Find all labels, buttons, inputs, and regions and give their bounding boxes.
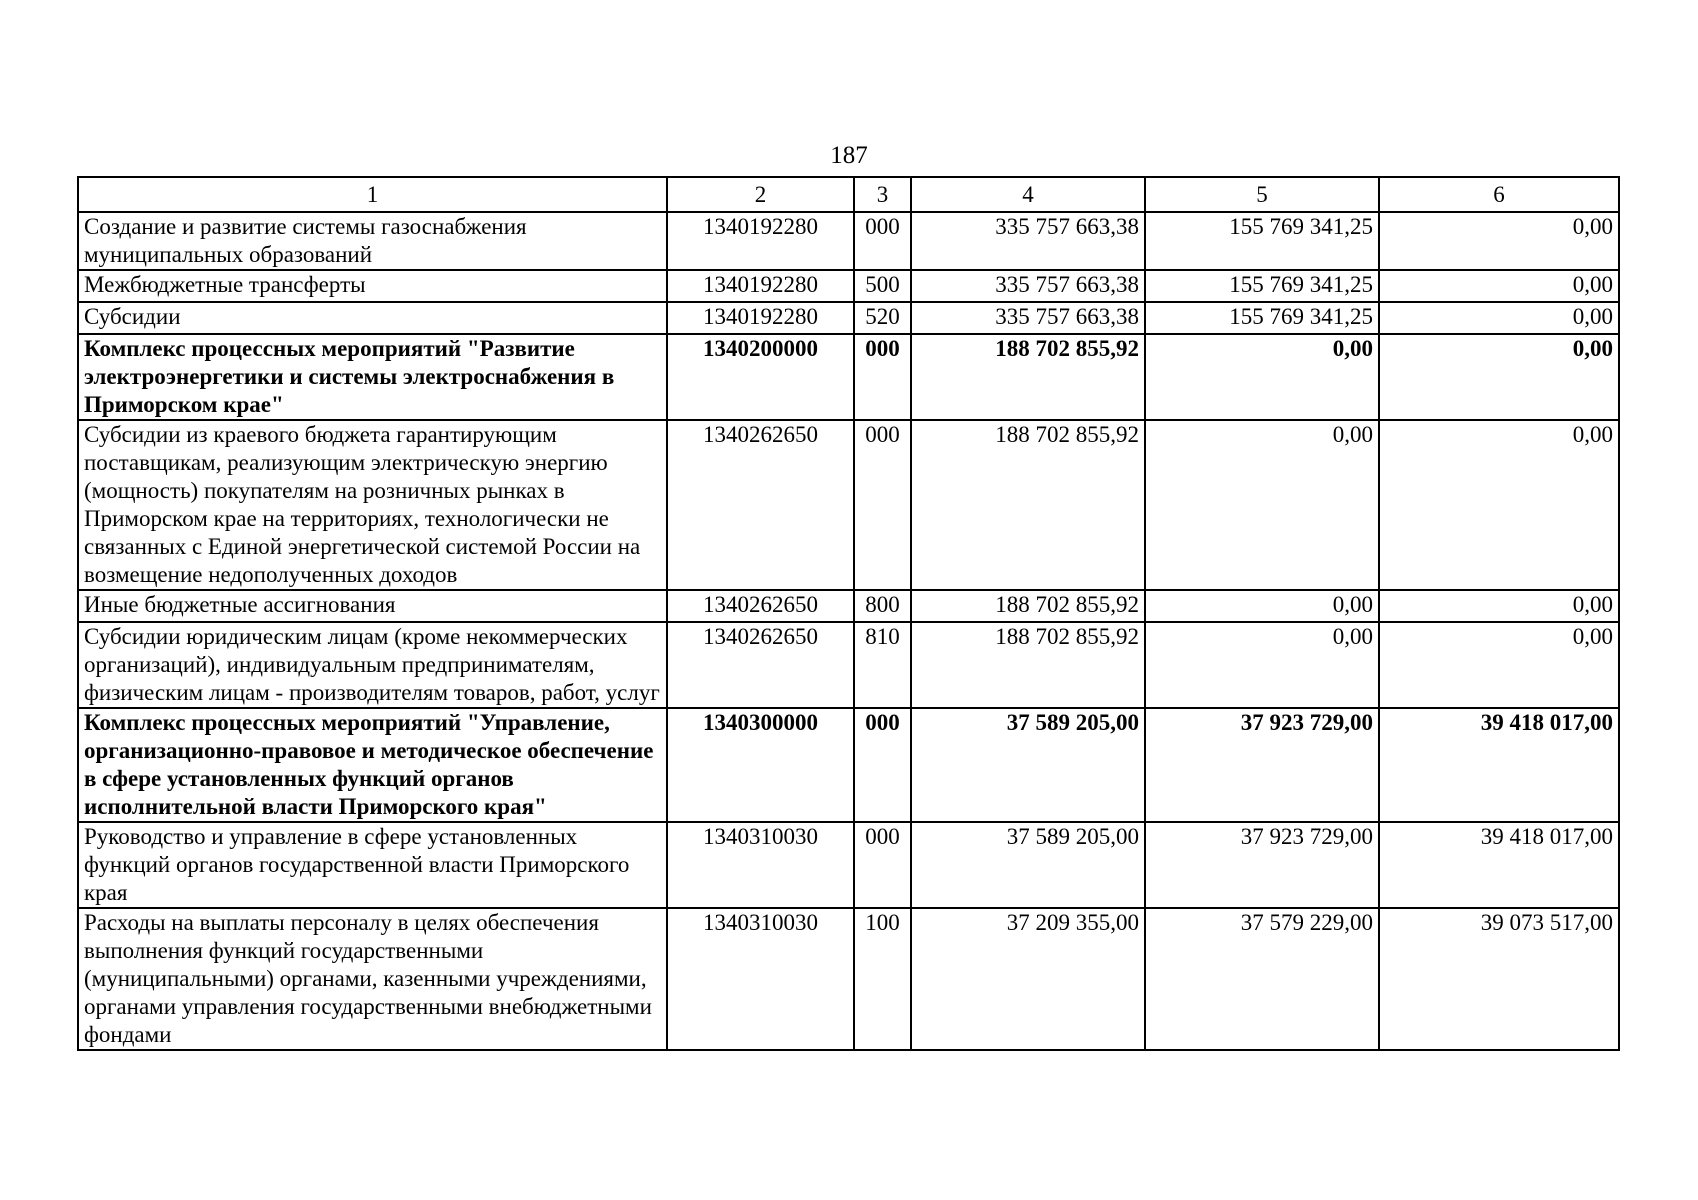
header-col-6: 6	[1379, 177, 1619, 212]
row-value-6: 0,00	[1379, 212, 1619, 270]
row-kvr: 000	[854, 420, 911, 590]
row-value-6: 0,00	[1379, 590, 1619, 622]
row-kvr: 100	[854, 908, 911, 1050]
row-code: 1340310030	[667, 908, 854, 1050]
row-kvr: 000	[854, 212, 911, 270]
row-value-4: 188 702 855,92	[911, 334, 1145, 420]
row-value-4: 188 702 855,92	[911, 622, 1145, 708]
row-value-5: 155 769 341,25	[1145, 270, 1379, 302]
row-code: 1340262650	[667, 590, 854, 622]
row-code: 1340262650	[667, 622, 854, 708]
row-code: 1340192280	[667, 302, 854, 334]
row-code: 1340192280	[667, 270, 854, 302]
table-row	[78, 908, 1619, 1050]
row-value-5: 37 923 729,00	[1145, 822, 1379, 908]
row-value-6: 39 418 017,00	[1379, 822, 1619, 908]
table-row	[78, 270, 1619, 302]
row-value-4: 188 702 855,92	[911, 590, 1145, 622]
header-col-4: 4	[911, 177, 1145, 212]
header-col-1: 1	[78, 177, 667, 212]
row-value-6: 0,00	[1379, 270, 1619, 302]
page-number: 187	[830, 142, 868, 169]
row-value-6: 39 418 017,00	[1379, 708, 1619, 822]
header-col-3: 3	[854, 177, 911, 212]
table-row	[78, 420, 1619, 590]
row-name: Комплекс процессных мероприятий "Управление, организационно-правовое и методическое обеспечение в сфере установленных функций органов исполнительной власти Приморского края"	[78, 708, 667, 822]
row-kvr: 800	[854, 590, 911, 622]
row-value-4: 335 757 663,38	[911, 270, 1145, 302]
row-code: 1340262650	[667, 420, 854, 590]
row-value-4: 335 757 663,38	[911, 302, 1145, 334]
table-row	[78, 212, 1619, 270]
row-value-4: 188 702 855,92	[911, 420, 1145, 590]
row-name: Расходы на выплаты персоналу в целях обеспечения выполнения функций государственными (муниципальными) органами, казенными учреждениями, органами управления государственными внебюджетными фондами	[78, 908, 667, 1050]
row-value-5: 0,00	[1145, 334, 1379, 420]
table-row	[78, 302, 1619, 334]
row-code: 1340310030	[667, 822, 854, 908]
row-kvr: 520	[854, 302, 911, 334]
header-col-2: 2	[667, 177, 854, 212]
row-value-5: 0,00	[1145, 622, 1379, 708]
row-value-5: 37 923 729,00	[1145, 708, 1379, 822]
row-value-5: 0,00	[1145, 420, 1379, 590]
table-row	[78, 708, 1619, 822]
row-value-4: 37 589 205,00	[911, 822, 1145, 908]
row-value-5: 155 769 341,25	[1145, 302, 1379, 334]
row-value-6: 0,00	[1379, 334, 1619, 420]
row-value-4: 335 757 663,38	[911, 212, 1145, 270]
row-value-5: 37 579 229,00	[1145, 908, 1379, 1050]
row-value-6: 0,00	[1379, 622, 1619, 708]
header-col-5: 5	[1145, 177, 1379, 212]
row-kvr: 000	[854, 334, 911, 420]
row-value-4: 37 209 355,00	[911, 908, 1145, 1050]
row-value-6: 39 073 517,00	[1379, 908, 1619, 1050]
table-row	[78, 622, 1619, 708]
row-code: 1340192280	[667, 212, 854, 270]
row-value-6: 0,00	[1379, 302, 1619, 334]
row-name: Руководство и управление в сфере установленных функций органов государственной власти Приморского края	[78, 822, 667, 908]
row-value-4: 37 589 205,00	[911, 708, 1145, 822]
row-kvr: 500	[854, 270, 911, 302]
row-name: Субсидии	[78, 302, 667, 334]
row-code: 1340300000	[667, 708, 854, 822]
row-name: Создание и развитие системы газоснабжения муниципальных образований	[78, 212, 667, 270]
table-row	[78, 822, 1619, 908]
row-name: Комплекс процессных мероприятий "Развитие электроэнергетики и системы электроснабжения в Приморском крае"	[78, 334, 667, 420]
row-value-5: 0,00	[1145, 590, 1379, 622]
row-name: Межбюджетные трансферты	[78, 270, 667, 302]
row-value-6: 0,00	[1379, 420, 1619, 590]
row-name: Иные бюджетные ассигнования	[78, 590, 667, 622]
row-code: 1340200000	[667, 334, 854, 420]
row-name: Субсидии из краевого бюджета гарантирующим поставщикам, реализующим электрическую энергию (мощность) покупателям на розничных рынках в Приморском крае на территориях, технологически не связанных с Единой энергетической системой России на возмещение недополученных доходов	[78, 420, 667, 590]
row-value-5: 155 769 341,25	[1145, 212, 1379, 270]
row-kvr: 810	[854, 622, 911, 708]
row-kvr: 000	[854, 822, 911, 908]
budget-table	[77, 176, 1620, 1051]
row-name: Субсидии юридическим лицам (кроме некоммерческих организаций), индивидуальным предпринимателям, физическим лицам - производителям товаров, работ, услуг	[78, 622, 667, 708]
row-kvr: 000	[854, 708, 911, 822]
table-row	[78, 590, 1619, 622]
header-row	[78, 177, 1619, 212]
table-row	[78, 334, 1619, 420]
